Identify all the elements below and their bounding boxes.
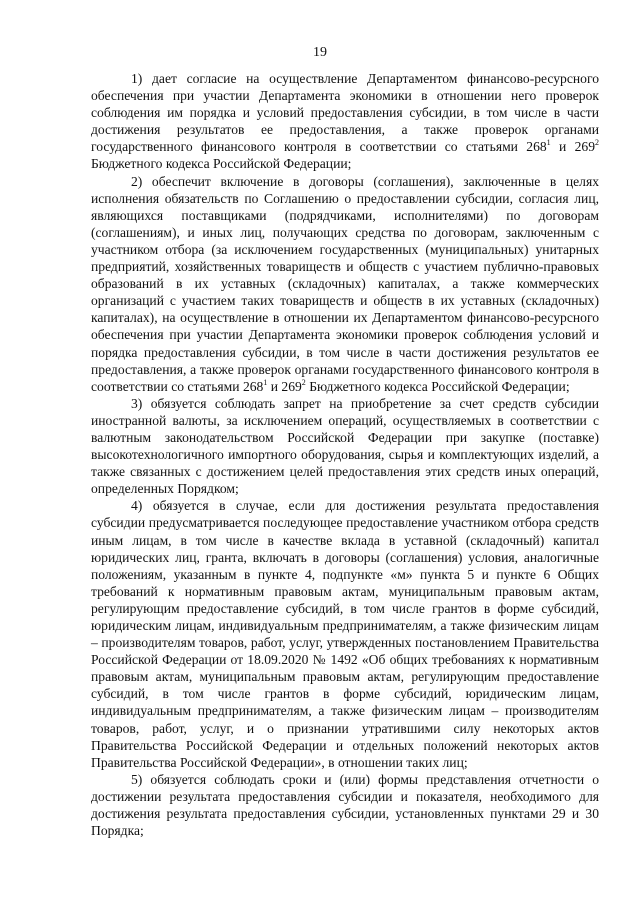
paragraph-2 — [91, 173, 599, 395]
article-ref-268: 268 — [242, 378, 264, 394]
article-ref-269: 269 — [281, 378, 302, 394]
paragraph-4: 4) обязуется в случае, если для достижения результата предоставления субсидии предусматривается последующее предоставление участником отбора средств иным лицам, в том числе в качестве вклада в уставной (складочный) капитал юридических лиц, гранта, включать в договоры (соглашения) условия, аналогичные положениям, указанным в пункте 4, подпункте «м» пункта 5 и пункте 6 Общих требований к нормативным правовым актам, муниципальным правовым актам, регулирующим предоставление субсидий, в том числе грантов в форме субсидий, юридическим лицам, индивидуальным предпринимателям, а также физическим лицам – производителям товаров, работ, услуг, утвержденных постановлением Правительства Российской Федерации от 18.09.2020 № 1492 «Об общих требованиях к нормативным правовым актам, муниципальным правовым актам, регулирующим предоставление субсидий, в том числе грантов в форме субсидий, юридическим лицам, индивидуальным предпринимателям, а также физическим лицам – производителям товаров, работ, услуг, и о признании утратившими силу некоторых актов Правительства Российской Федерации и отдельных положений некоторых актов Правительства Российской Федерации», в отношении таких лиц; — [91, 498, 599, 770]
paragraph-1-tail: Бюджетного кодекса Российской Федерации; — [91, 156, 352, 172]
paragraph-1-text: 1) дает согласие на осуществление Департаментом финансово-ресурсного обеспечения при участии Департамента экономики в отношении него проверок соблюдения им порядка и условий предоставления субсидии, в том числе в части достижения результатов ее предоставления, а также проверок органами государственного финансового контроля в соответствии со статьями — [91, 71, 599, 155]
article-ref-268-superscript: 1 — [546, 138, 551, 148]
conjunction: и — [267, 378, 282, 394]
document-body — [91, 70, 599, 839]
paragraph-2-tail: Бюджетного кодекса Российской Федерации; — [305, 378, 570, 394]
article-ref-269-superscript: 2 — [595, 138, 599, 148]
paragraph-2-text: 2) обеспечит включение в договоры (соглашения), заключенные в целях исполнения обязательств по Соглашению о предоставлении субсидии, согласия лиц, являющихся поставщиками (подрядчиками, исполнителями) по договорам (соглашениям), и иных лиц, получающих средства по договорам, заключенным с участником отбора (за исключением государственных (муниципальных) унитарных предприятий, хозяйственных товариществ и обществ с участием публично-правовых образований в их уставных (складочных) капиталах, а также коммерческих организаций с участием таких товариществ и обществ в их уставных (складочных) капиталах), на осуществление в отношении их Департаментом финансово-ресурсного обеспечения при участии Департамента экономики проверок соблюдения условий и порядка предоставления субсидии, в том числе в части достижения результатов ее предоставления, а также проверок органами государственного финансового контроля в соответствии со статьями — [91, 173, 599, 394]
paragraph-1 — [91, 70, 599, 173]
paragraph-3: 3) обязуется соблюдать запрет на приобретение за счет средств субсидии иностранной валюты, за исключением операций, осуществляемых в соответствии с валютным законодательством Российской Федерации при закупке (поставке) высокотехнологичного импортного оборудования, сырья и комплектующих изделий, а также связанных с достижением целей предоставления этих средств иных операций, определенных Порядком; — [91, 395, 599, 497]
conjunction: и — [550, 139, 575, 155]
page-number: 19 — [313, 45, 327, 60]
article-ref-268: 268 — [526, 139, 547, 155]
paragraph-5: 5) обязуется соблюдать сроки и (или) формы представления отчетности о достижении результата предоставления субсидии и показателя, необходимого для достижения результата предоставления субсидии, установленных пунктами 29 и 30 Порядка; — [91, 771, 599, 839]
article-ref-268-superscript: 1 — [263, 377, 268, 387]
article-ref-269-superscript: 2 — [301, 377, 306, 387]
article-ref-269: 269 — [574, 139, 595, 155]
